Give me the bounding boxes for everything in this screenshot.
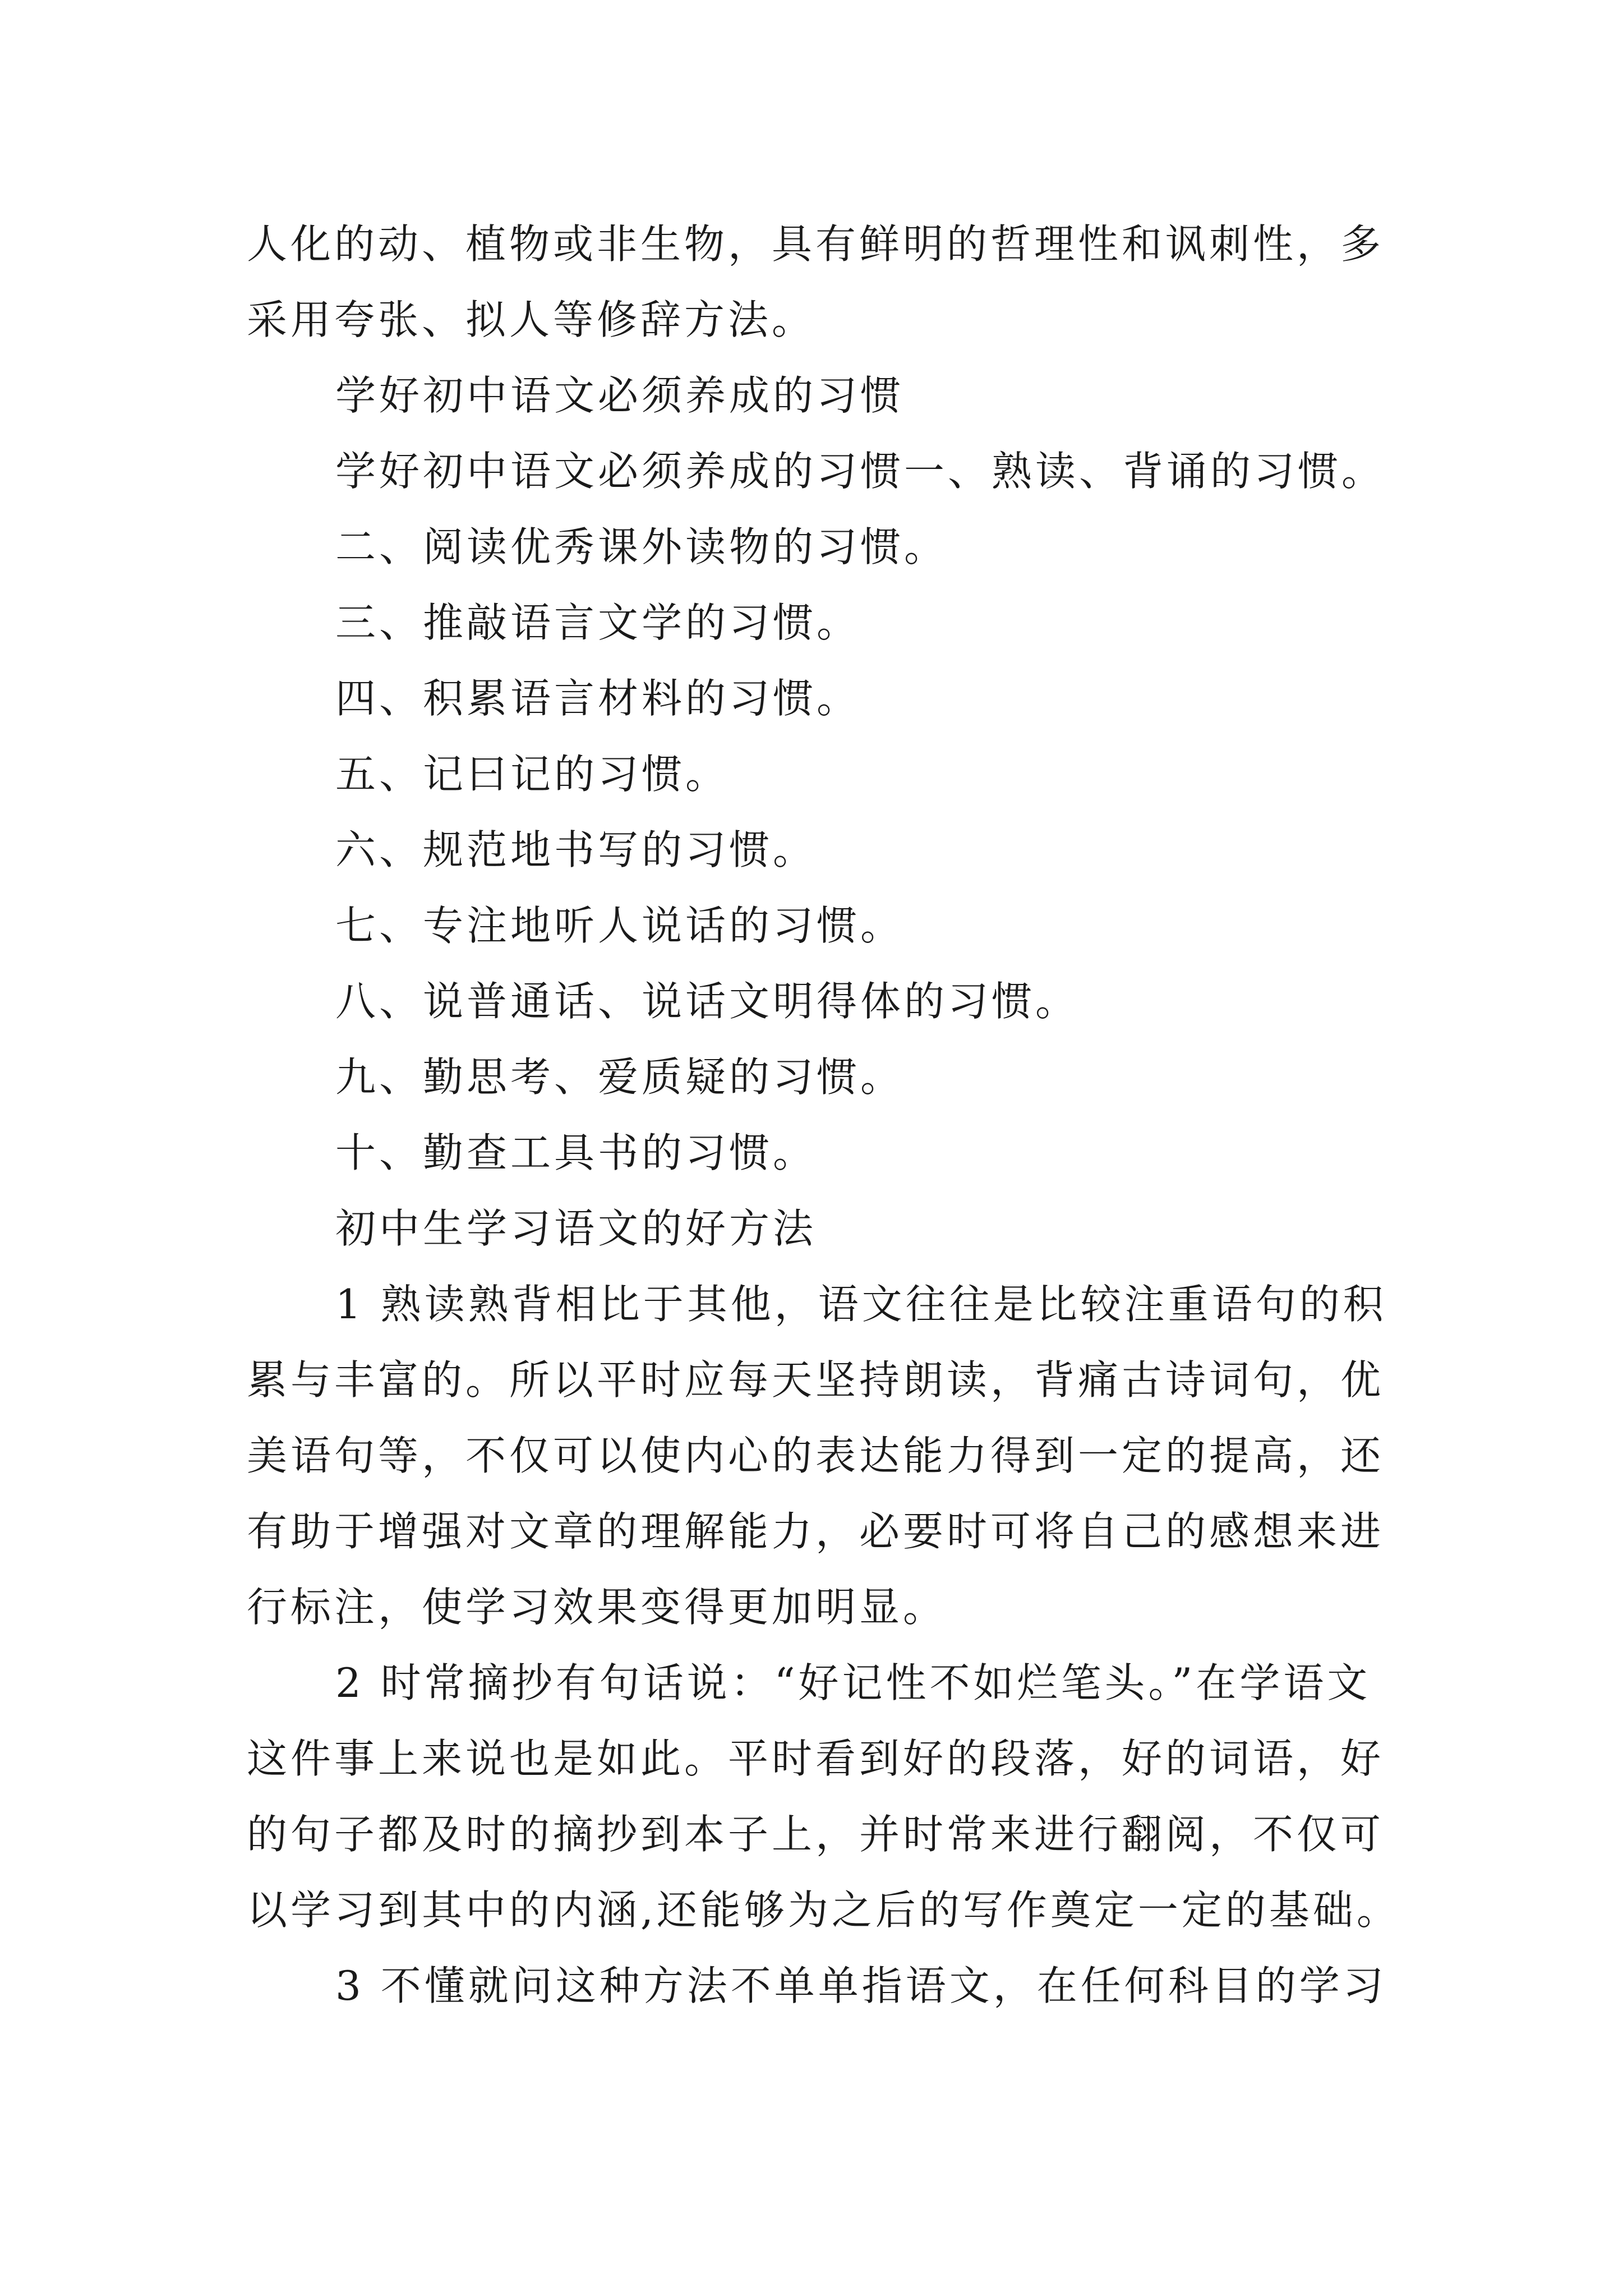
list-item: 八、说普通话、说话文明得体的习惯。 [335, 978, 1080, 1025]
text-line: 1 熟读熟背相比于其他，语文往往是比较注重语句的积 [335, 1281, 1387, 1328]
text-line: 学好初中语文必须养成的习惯一、熟读、背诵的习惯。 [335, 448, 1386, 495]
text-line: 累与丰富的。所以平时应每天坚持朗读，背痛古诗词句，优 [247, 1356, 1385, 1404]
text-line: 人化的动、植物或非生物，具有鲜明的哲理性和讽刺性，多 [247, 220, 1385, 268]
text-line: 采用夸张、拟人等修辞方法。 [247, 296, 816, 343]
text-line: 有助于增强对文章的理解能力，必要时可将自己的感想来进 [247, 1508, 1385, 1555]
text-line: 2 时常摘抄有句话说：“好记性不如烂笔头。”在学语文 [335, 1659, 1371, 1706]
text-line: 行标注，使学习效果变得更加明显。 [247, 1584, 947, 1631]
text-line: 这件事上来说也是如此。平时看到好的段落，好的词语，好 [247, 1735, 1385, 1782]
text-line: 3 不懂就问这种方法不单单指语文，在任何科目的学习 [335, 1962, 1387, 2009]
list-item: 三、推敲语言文学的习惯。 [335, 599, 861, 646]
text-line: 美语句等，不仅可以使内心的表达能力得到一定的提高，还 [247, 1432, 1385, 1479]
list-item: 九、勤思考、爱质疑的习惯。 [335, 1053, 905, 1101]
text-line: 以学习到其中的内涵,还能够为之后的写作奠定一定的基础。 [247, 1887, 1400, 1934]
section-heading: 学好初中语文必须养成的习惯 [335, 372, 905, 419]
list-item: 六、规范地书写的习惯。 [335, 826, 817, 873]
list-item: 五、记曰记的习惯。 [335, 751, 730, 798]
list-item: 十、勤查工具书的习惯。 [335, 1129, 817, 1176]
list-item: 二、阅读优秀课外读物的习惯。 [335, 523, 948, 570]
list-item: 四、积累语言材料的习惯。 [335, 675, 861, 722]
section-heading: 初中生学习语文的好方法 [335, 1205, 817, 1252]
text-line: 的句子都及时的摘抄到本子上，并时常来进行翻阅，不仅可 [247, 1811, 1385, 1858]
list-item: 七、专注地听人说话的习惯。 [335, 902, 905, 949]
